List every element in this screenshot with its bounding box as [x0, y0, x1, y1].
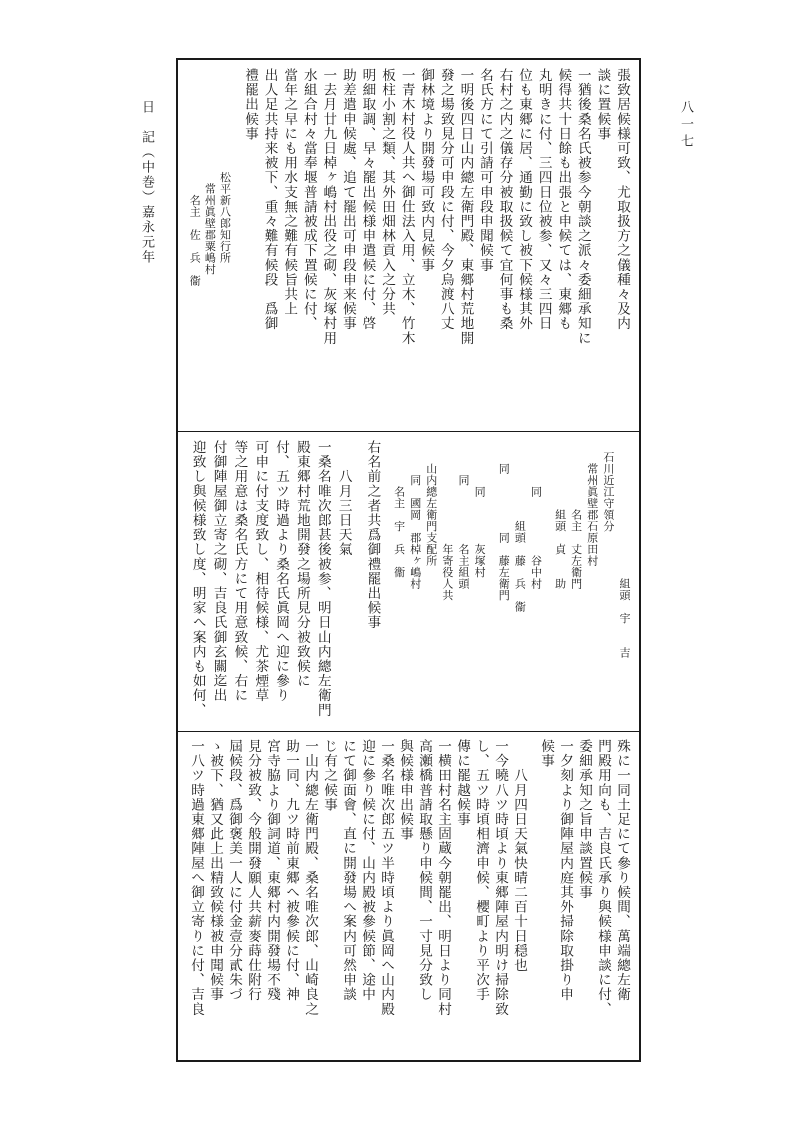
- name-list-column: 名主 佐 兵 衞: [188, 68, 202, 287]
- text-column: 殿東郷村荒地開發之場所見分被致候に: [293, 440, 310, 689]
- name-list-column: 常州眞壁郡石原田村: [585, 440, 599, 567]
- text-column: 出人足共持来被下、重々難有候段 爲御: [261, 68, 278, 331]
- text-column: 與候様申出候事: [397, 739, 413, 842]
- name-list-column: 組頭 宇 吉: [618, 440, 631, 659]
- text-column: 付御陣屋御立寄之砌、吉良氏御玄關迄出: [210, 440, 227, 703]
- text-column: 付、五ツ時過より桑名氏眞岡へ迎に參り: [273, 440, 290, 703]
- text-column: 見分被致、今般開發願人共薪麥蒔仕附行: [245, 739, 261, 1002]
- text-column: 位も東郷に居、通勤に致し被下候様其外: [516, 68, 533, 331]
- name-list-column: 同 同 藤左衛門: [497, 440, 511, 601]
- name-list-column: 松平新八郎知行所: [218, 68, 232, 264]
- text-column: 迎致し與候様致し度、明家へ案内も如何、: [189, 440, 206, 718]
- text-band-top: [188, 68, 633, 423]
- text-column: 張致居候様可致、尤取扱方之儀種々及内: [614, 68, 630, 331]
- text-column: 傳に罷越候事: [454, 739, 470, 827]
- text-column: 水組合村々當奉堰普請被成下置候に付、: [300, 68, 317, 331]
- text-column: 可申に付支度致し、相待候様、尤茶煙草: [252, 440, 269, 703]
- text-column: 右村之内之儀存分被取扱候て宜何事も桑: [496, 68, 513, 331]
- text-column: 板柱小割之類、其外田畑林貢入之分共: [379, 68, 396, 317]
- text-column: 明細取調、早々罷出候様申遣候に付、啓: [359, 68, 376, 331]
- text-column: にて御面會、直に開發場へ案内可然申談: [340, 739, 356, 1002]
- text-column: 一今曉八ツ時頃より東郷陣屋内明け掃除致: [492, 739, 508, 1017]
- name-list-column: 年寄役人共: [440, 440, 454, 601]
- text-column: 一明後四日山内總左衛門殿、東郷村荒地開: [457, 68, 474, 346]
- band-divider: [178, 431, 639, 432]
- text-column: 候得共十日餘も出張と申候ては、東郷も: [555, 68, 572, 331]
- page-number: 八一七: [678, 100, 693, 151]
- text-column: 丸明きに付、三四日位被参、又々三四日: [535, 68, 552, 331]
- text-column: じ有之候事: [321, 739, 337, 812]
- text-column: 右名前之者共爲御禮罷出候事: [364, 440, 381, 630]
- text-column: 御林境より開發場可致内見候事: [418, 68, 435, 273]
- text-column: 八月四日天氣快晴二百十日穏也: [511, 739, 527, 973]
- running-title: 日 記（中巻）嘉永元年: [139, 100, 154, 265]
- text-column: し、五ツ時頃相濟申候、櫻町より平次手: [473, 739, 489, 1002]
- text-column: 一桑名唯次郎甚後被参、明日山内總左衛門: [314, 440, 331, 718]
- text-column: 委細承知之旨申談置候事: [576, 739, 592, 900]
- text-column: 當年之早にも用水支無之難有候旨共上: [281, 68, 298, 317]
- text-column: 一山内總左衛門殿、桑名唯次郎、山崎良之: [302, 739, 318, 1017]
- text-column: 禮罷出候事: [242, 68, 259, 141]
- text-column: 助差遣申候處、追て罷出可申段申来候事: [339, 68, 356, 331]
- text-column: 宮寺脇より御詞道、東郷村内開發場不殘: [264, 739, 280, 1002]
- text-band-bottom: [188, 739, 633, 1054]
- text-column: 一桑名唯次郎五ツ半時頃より眞岡へ山内殿: [378, 739, 394, 1017]
- text-column: 名氏方にて引請可申段申聞候事: [476, 68, 493, 273]
- name-list-column: 同 國岡 郡棹ヶ嶋村: [408, 440, 422, 590]
- text-column: ゝ被下、猶又此上出精致候様被申聞候事: [207, 739, 223, 1002]
- text-column: 高瀬橋普請取懸り申候間、一寸見分致し: [416, 739, 432, 1002]
- text-column: 發之場致見分可申段に付、今夕烏渡八丈: [437, 68, 454, 331]
- text-column: 等之用意は桑名氏方にて用意致候、右に: [231, 440, 248, 703]
- name-list-column: 名主 丈左衛門: [569, 440, 583, 590]
- text-column: 迎に參り候に付、山内殿被參候節、途中: [359, 739, 375, 1002]
- name-list-column: 同 谷中村: [529, 440, 543, 590]
- name-list-column: 組頭 藤 兵 衞: [513, 440, 527, 613]
- name-list-column: 同 灰塚村: [473, 440, 487, 578]
- text-column: 談に置候事: [594, 68, 611, 141]
- text-column: 一夕刻より御陣屋内庭其外掃除取掛り申: [557, 739, 573, 1002]
- text-column: 一青木村役人共へ御仕法入用、立木、竹木: [398, 68, 415, 346]
- band-divider: [178, 731, 639, 732]
- name-list-column: 同 名主組頭: [457, 440, 471, 590]
- name-list-column: 山内總左衛門支配所: [424, 440, 438, 567]
- text-band-middle: [188, 440, 633, 723]
- text-column: 一八ツ時過東郷陣屋へ御立寄りに付、吉良: [188, 739, 204, 1017]
- text-column: 屆候段、爲御褒美一人に付金壹分貳朱づ: [226, 739, 242, 1002]
- text-frame: [176, 58, 641, 1062]
- text-column: 門殿用向も、吉良氏承り與候様申談に付、: [595, 739, 611, 1017]
- name-list-column: 組頭 貞 助: [553, 440, 567, 590]
- text-column: 殊に一同土足にて參り候間、萬端總左衛: [614, 739, 630, 1002]
- text-column: 八月三日天氣: [335, 440, 352, 557]
- text-column: 一横田村名主固蔵今朝罷出、明日より同村: [435, 739, 451, 1017]
- text-column: 助一同、九ツ時前東郷へ被參候に付、神: [283, 739, 299, 1002]
- text-column: 候事: [538, 739, 554, 769]
- name-list-column: 石川近江守領分: [601, 440, 615, 532]
- name-list-column: 名主 宇 兵 衞: [392, 440, 406, 578]
- text-column: 一猶後桑名氏被参今朝談之派々委細承知に: [574, 68, 591, 346]
- text-column: 一去月廿九日棹ヶ嶋村出役之砌、灰塚村用: [320, 68, 337, 346]
- name-list-column: 常州眞壁郡粟嶋村: [203, 68, 217, 275]
